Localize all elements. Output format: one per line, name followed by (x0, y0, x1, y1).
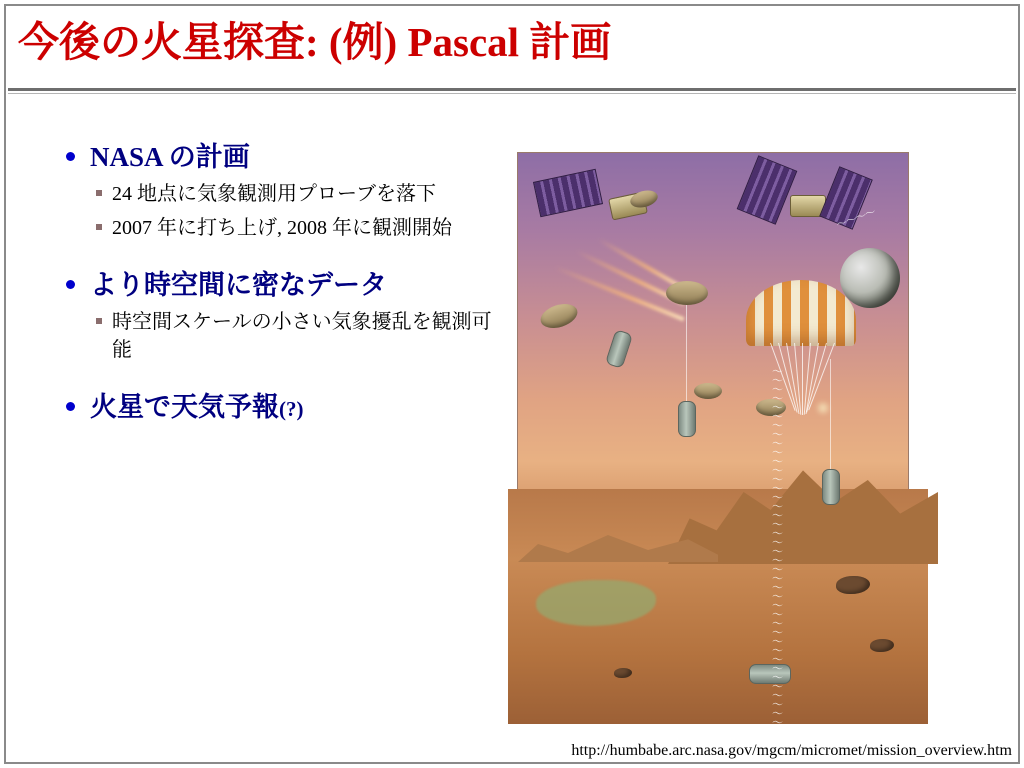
solar-panel (737, 155, 798, 225)
bullet-level1 (60, 268, 510, 302)
bullet-level2-label: 2007 年に打ち上げ, 2008 年に観測開始 (112, 217, 452, 239)
slide-border-right (1018, 4, 1020, 764)
bullet-dot-icon (66, 152, 75, 161)
solar-panel (533, 169, 603, 218)
bullet-level2 (60, 180, 510, 208)
mars-mission-illustration (517, 152, 909, 729)
title-divider-highlight (8, 93, 1016, 94)
bullet-level2-label: 24 地点に気象観測用プローブを落下 (112, 183, 436, 205)
parachute (746, 280, 856, 346)
source-url[interactable]: http://humbabe.arc.nasa.gov/mgcm/micromet/mission_overview.htm (571, 742, 1012, 759)
bullet-dot-icon (66, 280, 75, 289)
bullet-dot-icon (66, 402, 75, 411)
bullet-level1-label: 火星で天気予報 (90, 392, 279, 422)
bullet-group-spacer (60, 364, 510, 390)
bullet-square-icon (96, 190, 102, 196)
bullet-level1 (60, 140, 510, 174)
slide-border-left (4, 4, 6, 764)
planet-icon (840, 248, 900, 308)
bullet-level2-label: 時空間スケールの小さい気象擾乱を観測可能 (112, 311, 492, 361)
title-divider (8, 88, 1016, 91)
probe-tether (830, 359, 831, 469)
bullet-square-icon (96, 318, 102, 324)
slide-border-top (4, 4, 1020, 6)
probe (822, 469, 840, 505)
probe (605, 329, 633, 369)
bullet-list (60, 140, 510, 428)
probe-tether (686, 305, 687, 401)
bullet-level2 (60, 214, 510, 242)
slide-border-bottom (4, 762, 1020, 764)
bullet-level1-label: より時空間に密なデータ (90, 270, 387, 300)
bullet-level1-label: NASA の計画 (90, 142, 250, 172)
radio-signal-icon: 〜 〜 〜 〜 〜 〜 〜 〜 〜 〜 〜 〜 〜 〜 〜 〜 〜 〜 〜 〜 〜 〜 〜 〜 〜 〜 〜 〜 〜 〜 〜 〜 〜 〜 〜 〜 〜 〜 〜 〜 (772, 366, 782, 729)
heatshield (666, 281, 708, 305)
bullet-group-spacer (60, 242, 510, 268)
probe (678, 401, 696, 437)
heatshield (538, 300, 581, 333)
heatshield (694, 383, 722, 399)
bullet-level1 (60, 390, 510, 426)
bullet-level2 (60, 308, 510, 364)
bullet-level1-suffix: (?) (279, 397, 304, 421)
bullet-square-icon (96, 224, 102, 230)
radio-signal-icon: 〜〜〜〜 (834, 206, 877, 232)
slide-title: 今後の火星探査: (例) Pascal 計画 (18, 19, 612, 65)
